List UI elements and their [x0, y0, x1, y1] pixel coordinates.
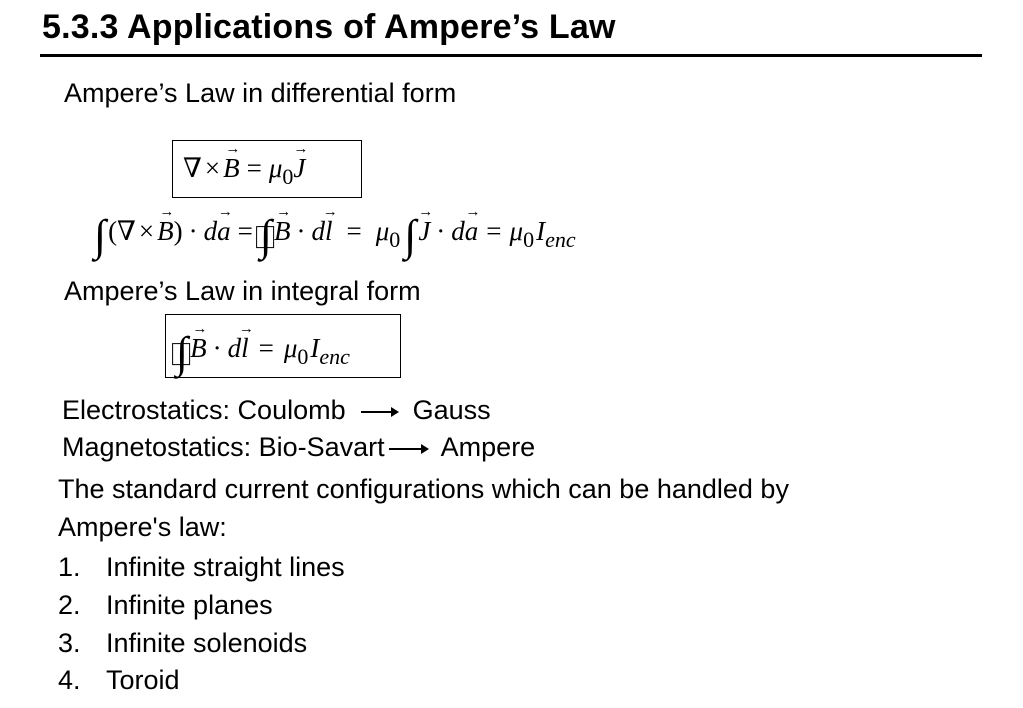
integral-equation-box [165, 314, 401, 378]
integral-equation: ∫ B → · dl → = $\mu_0I_{enc}$ [176, 331, 350, 375]
analogy-right: Ampere [440, 432, 536, 462]
differential-form-label: Ampere’s Law in differential form [64, 78, 457, 108]
page-title: 5.3.3 Applications of Ampere’s Law [42, 8, 616, 46]
configurations-intro-line1: The standard current configurations which can be handled by [58, 474, 789, 504]
arrow-icon [361, 411, 397, 413]
list-item: 3. Infinite solenoids [58, 628, 308, 658]
analogy-electrostatics [62, 395, 491, 426]
analogy-magnetostatics [62, 432, 535, 463]
stokes-chain-equation: ∫(∇ × B →) · da → = ∫ B → · dl → = $\mu_0\int J$ → · da → = $\mu_0I_{enc}$ [94, 214, 576, 258]
list-item: 1. Infinite straight lines [58, 552, 345, 582]
title-underline [40, 54, 982, 57]
differential-equation-box [172, 140, 362, 198]
differential-equation: ∇ × B → = $\mu_0J$ → [183, 155, 305, 182]
list-item: 2. Infinite planes [58, 590, 273, 620]
analogy-right: Gauss [412, 395, 491, 425]
integral-form-label: Ampere’s Law in integral form [64, 276, 421, 306]
analogy-left: Electrostatics: Coulomb [62, 395, 346, 425]
configurations-intro-line2: Ampere's law: [58, 512, 227, 542]
analogy-left: Magnetostatics: Bio-Savart [62, 432, 385, 462]
list-item: 4. Toroid [58, 665, 180, 695]
arrow-icon [389, 448, 427, 450]
